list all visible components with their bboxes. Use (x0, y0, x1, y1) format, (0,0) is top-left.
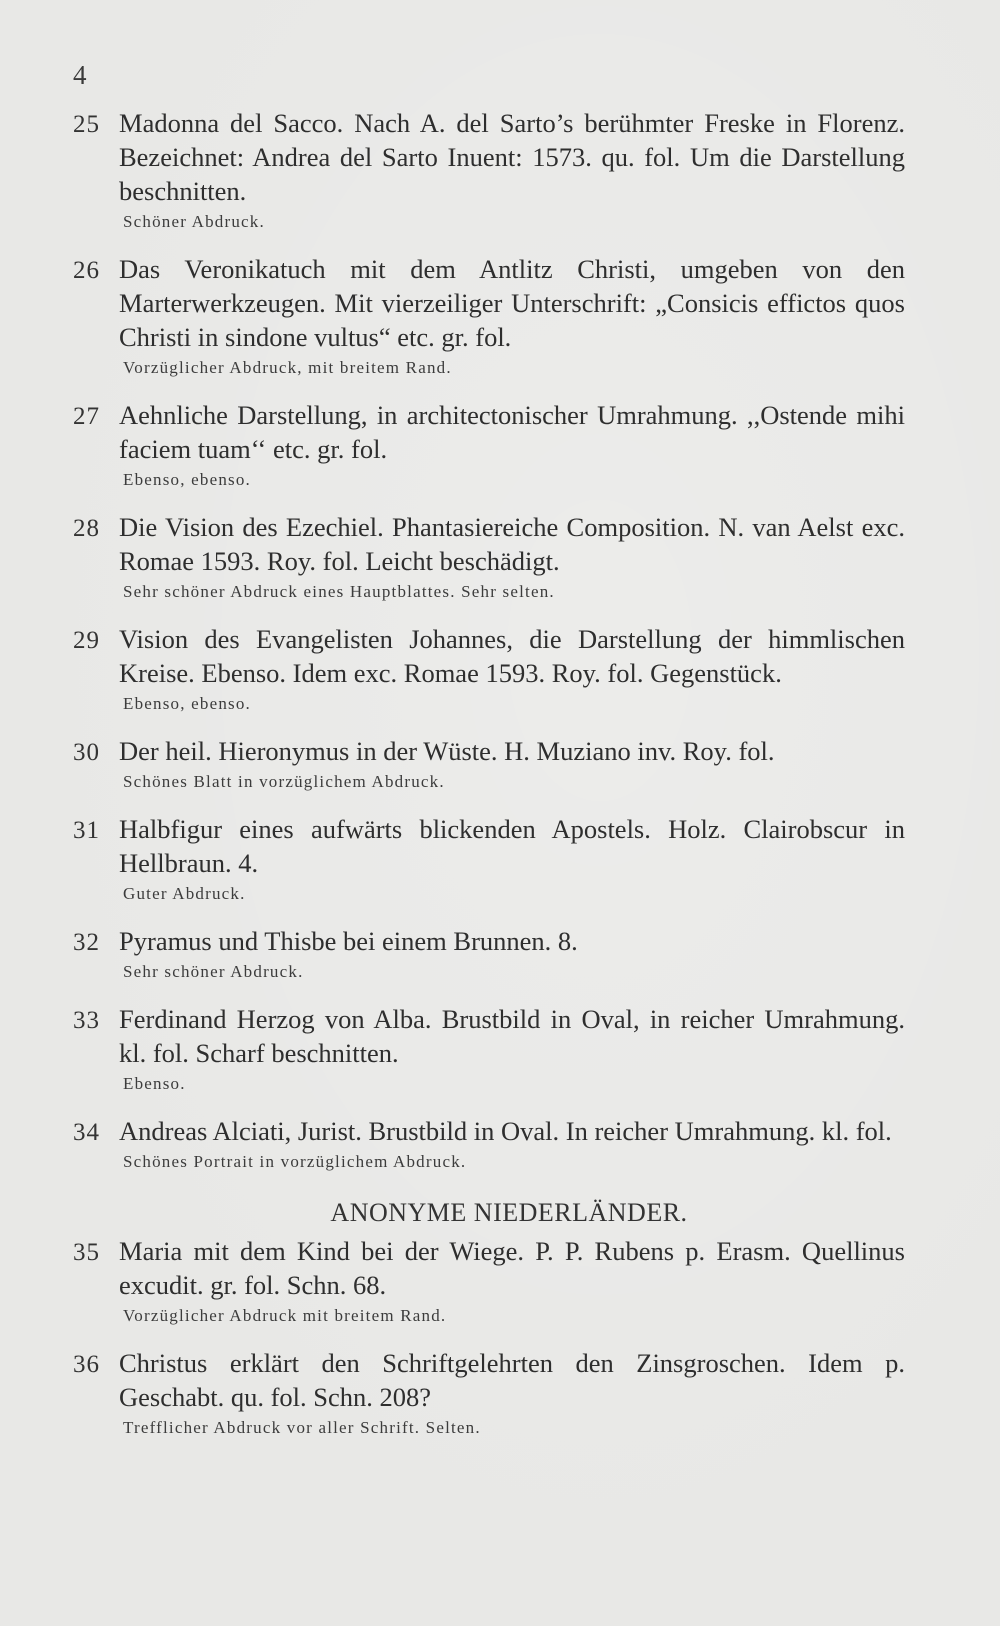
catalog-entry-33 (73, 1002, 905, 1096)
section-heading: ANONYME NIEDERLÄNDER. (330, 1198, 688, 1227)
catalog-entry-35 (73, 1234, 905, 1328)
entry-number: 36 (73, 1351, 100, 1378)
catalog-entry-31 (73, 812, 905, 906)
entry-list (73, 106, 905, 1458)
entry-description: Das Veronikatuch mit dem Antlitz Christi, umgeben von den Marterwerkzeugen. Mit vierzeiliger Unterschrift: „Consicis effictos quos Christi in sindone vultus“ etc. gr. fol. (119, 254, 905, 352)
catalog-entry-25 (73, 106, 905, 234)
entry-number: 26 (73, 257, 100, 284)
entries-after-section (73, 1234, 905, 1440)
entry-condition-note: Ebenso, ebenso. (123, 694, 252, 713)
catalog-entry-32 (73, 924, 905, 984)
catalog-entry-28 (73, 510, 905, 604)
entry-body (119, 1234, 905, 1328)
entry-description: Madonna del Sacco. Nach A. del Sarto’s berühmter Freske in Florenz. Bezeichnet: Andrea del Sarto Inuent: 1573. qu. fol. Um die Darstellung beschnitten. (119, 108, 905, 206)
entry-condition-note: Trefflicher Abdruck vor aller Schrift. Selten. (123, 1418, 481, 1437)
entry-condition-note: Sehr schöner Abdruck eines Hauptblattes. Sehr selten. (123, 582, 555, 601)
entry-condition-note: Schönes Portrait in vorzüglichem Abdruck. (123, 1152, 467, 1171)
entry-number: 33 (73, 1007, 100, 1034)
entry-description: Die Vision des Ezechiel. Phantasiereiche Composition. N. van Aelst exc. Romae 1593. Roy. fol. Leicht beschädigt. (119, 512, 905, 576)
entry-description: Aehnliche Darstellung, in architectonischer Umrahmung. ,,Ostende mihi faciem tuam‘‘ etc. gr. fol. (119, 400, 905, 464)
entry-description: Pyramus und Thisbe bei einem Brunnen. 8. (119, 926, 578, 956)
entry-condition-note: Ebenso. (123, 1074, 186, 1093)
entry-description: Halbfigur eines aufwärts blickenden Apostels. Holz. Clairobscur in Hellbraun. 4. (119, 814, 905, 878)
catalog-entry-26 (73, 252, 905, 380)
entry-body (119, 812, 905, 906)
entry-number: 27 (73, 403, 100, 430)
entry-number: 31 (73, 817, 100, 844)
entries-before-section (73, 106, 905, 1174)
entry-body (119, 1346, 905, 1440)
catalog-entry-36 (73, 1346, 905, 1440)
entry-description: Andreas Alciati, Jurist. Brustbild in Oval. In reicher Umrahmung. kl. fol. (119, 1116, 892, 1146)
entry-description: Ferdinand Herzog von Alba. Brustbild in Oval, in reicher Umrahmung. kl. fol. Scharf beschnitten. (119, 1004, 905, 1068)
entry-number: 34 (73, 1119, 100, 1146)
entry-description: Christus erklärt den Schriftgelehrten den Zinsgroschen. Idem p. Geschabt. qu. fol. Schn. 208? (119, 1348, 905, 1412)
entry-description: Maria mit dem Kind bei der Wiege. P. P. Rubens p. Erasm. Quellinus excudit. gr. fol. Schn. 68. (119, 1236, 905, 1300)
entry-number: 29 (73, 627, 100, 654)
entry-condition-note: Schöner Abdruck. (123, 212, 265, 231)
entry-body (119, 106, 905, 234)
catalog-entry-29 (73, 622, 905, 716)
entry-number: 32 (73, 929, 100, 956)
entry-body (119, 1002, 905, 1096)
page-number: 4 (73, 60, 87, 90)
entry-body (119, 398, 905, 492)
entry-condition-note: Ebenso, ebenso. (123, 470, 252, 489)
entry-condition-note: Schönes Blatt in vorzüglichem Abdruck. (123, 772, 445, 791)
entry-description: Vision des Evangelisten Johannes, die Darstellung der himmlischen Kreise. Ebenso. Idem exc. Romae 1593. Roy. fol. Gegenstück. (119, 624, 905, 688)
entry-body (119, 510, 905, 604)
entry-body (119, 734, 905, 794)
entry-body (119, 622, 905, 716)
catalog-entry-34 (73, 1114, 905, 1174)
entry-number: 35 (73, 1239, 100, 1266)
entry-number: 25 (73, 111, 100, 138)
entry-body (119, 252, 905, 380)
entry-body (119, 1114, 905, 1174)
entry-condition-note: Vorzüglicher Abdruck, mit breitem Rand. (123, 358, 452, 377)
entry-description: Der heil. Hieronymus in der Wüste. H. Muziano inv. Roy. fol. (119, 736, 775, 766)
entry-body (119, 924, 905, 984)
entry-condition-note: Guter Abdruck. (123, 884, 246, 903)
entry-condition-note: Sehr schöner Abdruck. (123, 962, 304, 981)
entry-number: 30 (73, 739, 100, 766)
catalog-entry-30 (73, 734, 905, 794)
catalog-entry-27 (73, 398, 905, 492)
entry-condition-note: Vorzüglicher Abdruck mit breitem Rand. (123, 1306, 447, 1325)
entry-number: 28 (73, 515, 100, 542)
